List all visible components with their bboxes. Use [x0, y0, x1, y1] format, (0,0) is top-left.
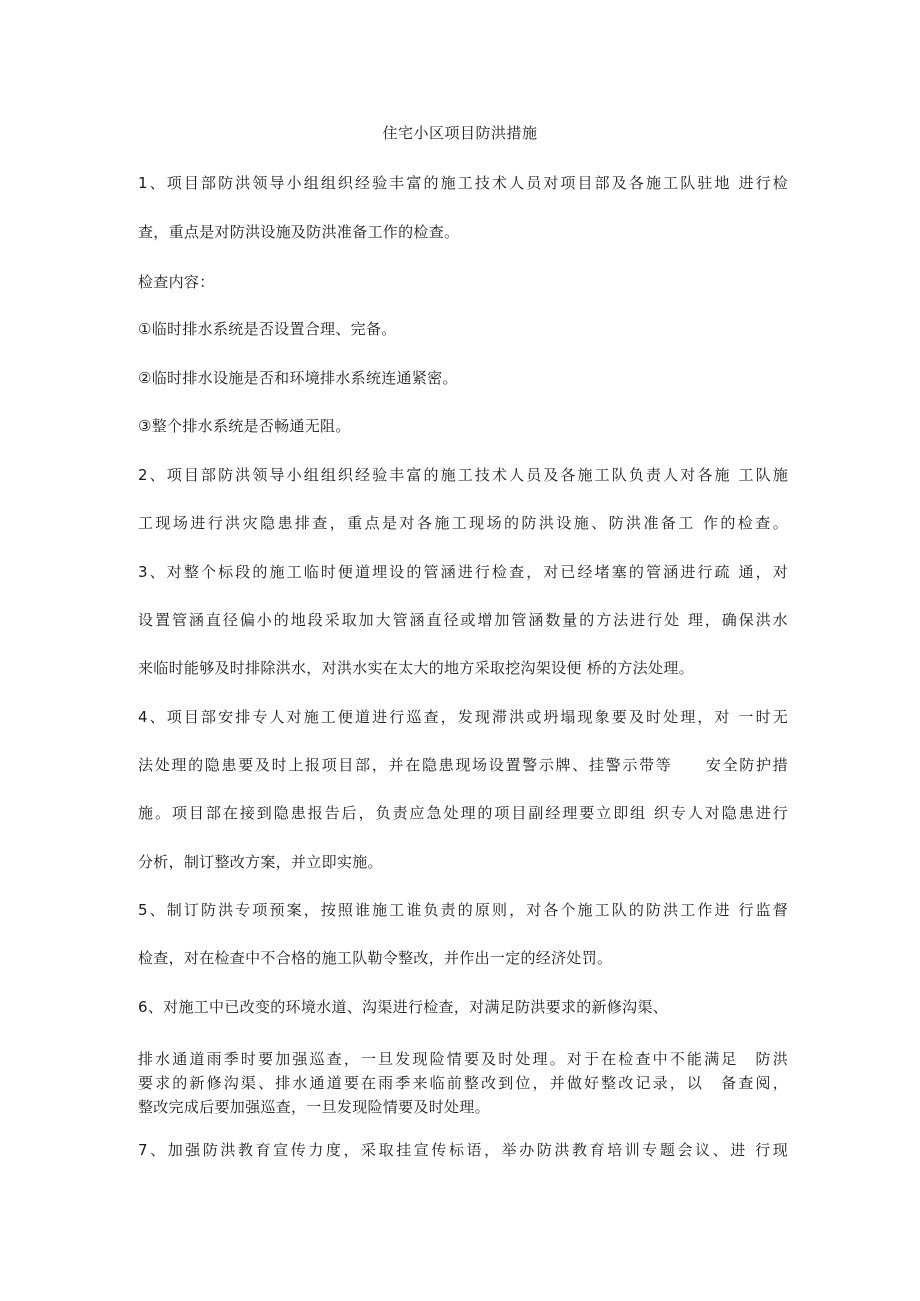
paragraph-line: 3、对整个标段的施工临时便道埋设的管涵进行检查，对已经堵塞的管涵进行疏 通，对	[138, 563, 788, 581]
paragraph-line: 工现场进行洪灾隐患排查，重点是对各施工现场的防洪设施、防洪准备工 作的检查。	[138, 514, 788, 532]
paragraph-line: 2、项目部防洪领导小组组织经验丰富的施工技术人员及各施工队负责人对各施 工队施	[138, 466, 788, 484]
paragraph-line: 1、项目部防洪领导小组组织经验丰富的施工技术人员对项目部及各施工队驻地 进行检	[138, 174, 788, 192]
paragraph-line: 4、项目部安排专人对施工便道进行巡查，发现滞洪或坍塌现象要及时处理，对 一时无	[138, 708, 788, 726]
paragraph-line: 检查，对在检查中不合格的施工队勒令整改，并作出一定的经济处罚。	[138, 949, 613, 967]
paragraph-line: 要求的新修沟渠、排水通道要在雨季来临前整改到位，并做好整改记录，以 备查阅，	[138, 1074, 788, 1092]
paragraph-line: 6、对施工中已改变的环境水道、沟渠进行检查，对满足防洪要求的新修沟渠、	[138, 998, 669, 1016]
paragraph-line: ①临时排水系统是否设置合理、完备。	[138, 320, 397, 338]
document-title: 住宅小区项目防洪措施	[382, 124, 538, 142]
paragraph-line: 分析，制订整改方案，并立即实施。	[138, 853, 383, 871]
paragraph-line: ②临时排水设施是否和环境排水系统连通紧密。	[138, 369, 458, 387]
paragraph-line: 施。项目部在接到隐患报告后，负责应急处理的项目副经理要立即组 织专人对隐患进行	[138, 804, 788, 822]
paragraph-line: 7、加强防洪教育宣传力度，采取挂宣传标语，举办防洪教育培训专题会议、进 行现	[138, 1141, 788, 1159]
paragraph-line: 设置管涵直径偏小的地段采取加大管涵直径或增加管涵数量的方法进行处 理，确保洪水	[138, 611, 788, 629]
paragraph-line: 来临时能够及时排除洪水，对洪水实在太大的地方采取挖沟架设便 桥的方法处理。	[138, 659, 694, 677]
paragraph-line: 排水通道雨季时要加强巡查，一旦发现险情要及时处理。对于在检查中不能满足 防洪	[138, 1050, 788, 1068]
paragraph-line: 5、制订防洪专项预案，按照谁施工谁负责的原则，对各个施工队的防洪工作进 行监督	[138, 901, 788, 919]
paragraph-line: 查，重点是对防洪设施及防洪准备工作的检查。	[138, 223, 460, 241]
paragraph-line: 整改完成后要加强巡查，一旦发现险情要及时处理。	[138, 1098, 490, 1116]
paragraph-line: 检查内容：	[138, 273, 215, 291]
paragraph-line: 法处理的隐患要及时上报项目部，并在隐患现场设置警示牌、挂警示带等 安全防护措	[138, 756, 788, 774]
paragraph-line: ③整个排水系统是否畅通无阻。	[138, 417, 351, 435]
